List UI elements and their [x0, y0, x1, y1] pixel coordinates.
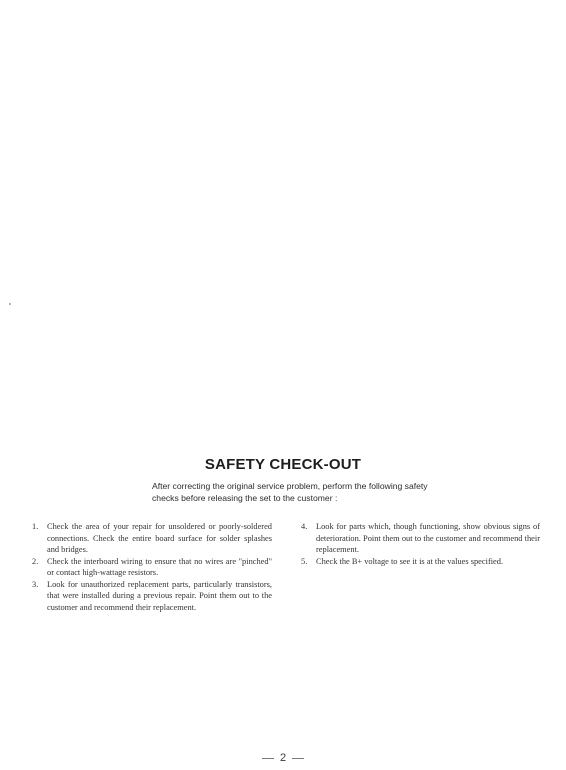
item-number: 4. — [301, 522, 308, 531]
dash-right — [292, 758, 304, 759]
checklist-item — [301, 521, 540, 556]
item-number: 3. — [32, 579, 39, 589]
page-number-footer — [0, 752, 566, 764]
checklist-right-column — [301, 521, 540, 567]
item-number: 2. — [32, 556, 39, 566]
scan-speck — [9, 303, 11, 305]
item-text: Look for parts which, though functioning, show obvious signs of deterioration. Point them out to the customer and recommend their replacement. — [316, 522, 540, 554]
page-title: SAFETY CHECK-OUT — [204, 456, 362, 473]
item-text: Check the area of your repair for unsoldered or poorly-soldered connections. Check the entire board surface for solder splashes and bridges. — [47, 522, 272, 554]
intro-paragraph: After correcting the original service problem, perform the following safety checks before releasing the set to the customer : — [152, 481, 428, 503]
item-text: Check the interboard wiring to ensure that no wires are "pinched" or contact high-wattage resistors. — [47, 556, 272, 577]
page-number: 2 — [279, 752, 287, 764]
dash-left — [262, 758, 274, 759]
checklist-item — [32, 556, 272, 579]
checklist-item — [301, 556, 540, 568]
checklist-item — [32, 579, 272, 614]
item-text: Look for unauthorized replacement parts, particularly transistors, that were installed during a previous repair. Point them out to the customer and recommend their replacement. — [47, 579, 272, 612]
checklist-left-column — [32, 521, 272, 613]
item-number: 5. — [301, 556, 308, 566]
item-text: Check the B+ voltage to see it is at the values specified. — [316, 556, 504, 566]
checklist-item — [32, 521, 272, 556]
item-number: 1. — [32, 522, 39, 531]
